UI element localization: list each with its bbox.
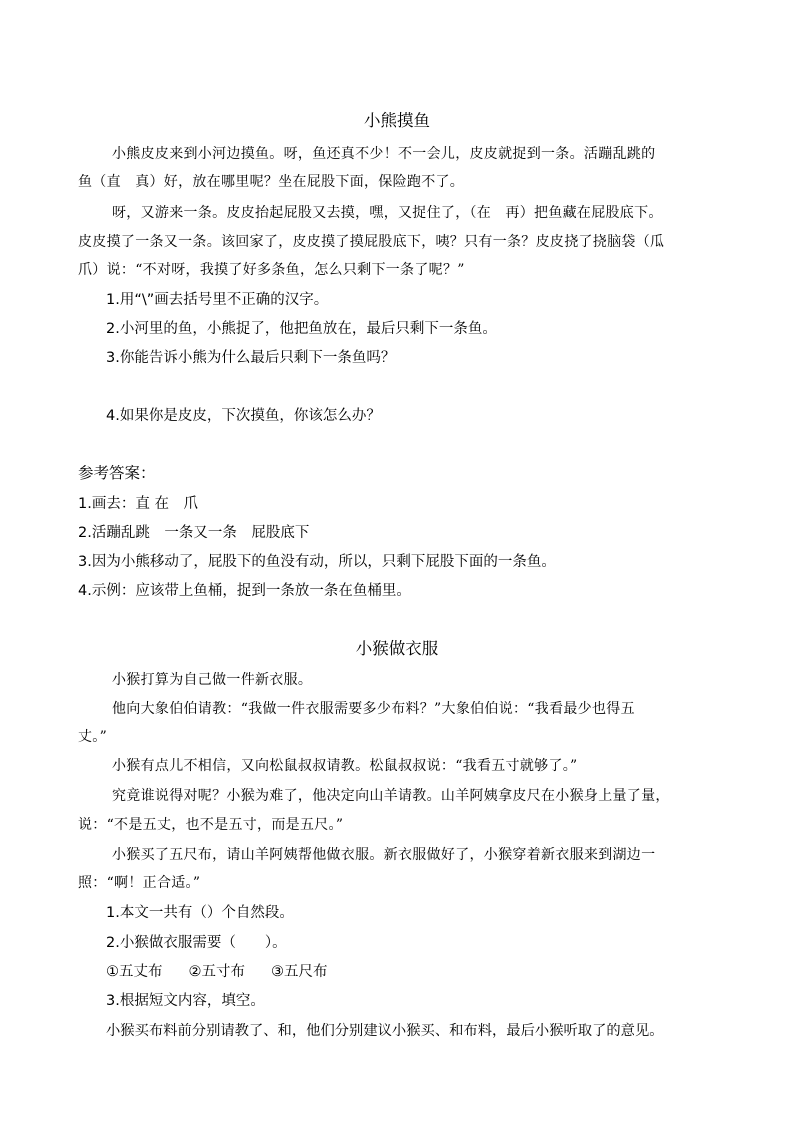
story2-line-1: 小猴打算为自己做一件新衣服。 xyxy=(112,672,313,688)
story1-line-3: 呀，又游来一条。皮皮抬起屁股又去摸，嘿，又捉住了，（在 再）把鱼藏在屁股底下。 xyxy=(112,205,663,221)
story2-line-7: 小猴买了五尺布，请山羊阿姨帮他做衣服。新衣服做好了，小猴穿着新衣服来到湖边一 xyxy=(112,847,656,863)
story2-question-2: 2.小猴做衣服需要（ ）。 xyxy=(106,935,287,951)
story2-line-6: 说：“不是五丈，也不是五寸，而是五尺。” xyxy=(78,817,344,833)
story2-line-5: 究竟谁说得对呢？小猴为难了，他决定向山羊请教。山羊阿姨拿皮尺在小猴身上量了量， xyxy=(112,788,670,804)
answer-3: 3.因为小熊移动了，屁股下的鱼没有动，所以，只剩下屁股下面的一条鱼。 xyxy=(78,554,556,570)
option-3: ③五尺布 xyxy=(271,964,328,980)
story1-question-1: 1.用“\”画去括号里不正确的汉字。 xyxy=(106,292,329,308)
answers-heading: 参考答案： xyxy=(78,464,156,482)
story1-title: 小熊摸鱼 xyxy=(364,111,430,130)
story1-question-2: 2.小河里的鱼，小熊捉了，他把鱼放在，最后只剩下一条鱼。 xyxy=(106,321,497,337)
story1-question-4: 4.如果你是皮皮，下次摸鱼，你该怎么办？ xyxy=(106,408,381,424)
option-1: ①五丈布 xyxy=(106,964,163,980)
story2-line-4: 小猴有点儿不相信，又向松鼠叔叔请教。松鼠叔叔说：“我看五寸就够了。” xyxy=(112,758,578,774)
story1-line-4: 皮皮摸了一条又一条。该回家了，皮皮摸了摸屁股底下，咦？只有一条？皮皮挠了挠脑袋（瓜 xyxy=(78,234,665,250)
story2-options xyxy=(106,962,354,982)
option-2: ②五寸布 xyxy=(188,964,245,980)
answer-4: 4.示例：应该带上鱼桶，捉到一条放一条在鱼桶里。 xyxy=(78,583,411,599)
story2-title: 小猴做衣服 xyxy=(355,639,439,658)
story2-fill-blank: 小猴买布料前分别请教了、和，他们分别建议小猴买、和布料，最后小猴听取了的意见。 xyxy=(106,1023,664,1039)
story1-line-5: 爪）说：“不对呀，我摸了好多条鱼，怎么只剩下一条了呢？” xyxy=(78,262,465,278)
story1-line-2: 鱼（直 真）好，放在哪里呢？坐在屁股下面，保险跑不了。 xyxy=(78,174,465,190)
answer-1: 1.画去：直 在 爪 xyxy=(78,496,198,512)
story2-line-3: 丈。” xyxy=(78,729,108,745)
answer-2: 2.活蹦乱跳 一条又一条 屁股底下 xyxy=(78,525,310,541)
story1-question-3: 3.你能告诉小熊为什么最后只剩下一条鱼吗？ xyxy=(106,350,396,366)
story2-line-8: 照：“啊！正合适。” xyxy=(78,875,201,891)
story2-question-1: 1.本文一共有（）个自然段。 xyxy=(106,905,294,921)
story1-line-1: 小熊皮皮来到小河边摸鱼。呀，鱼还真不少！不一会儿，皮皮就捉到一条。活蹦乱跳的 xyxy=(112,146,656,162)
story2-question-3: 3.根据短文内容，填空。 xyxy=(106,993,265,1009)
story2-line-2: 他向大象伯伯请教：“我做一件衣服需要多少布料？”大象伯伯说：“我看最少也得五 xyxy=(112,701,635,717)
